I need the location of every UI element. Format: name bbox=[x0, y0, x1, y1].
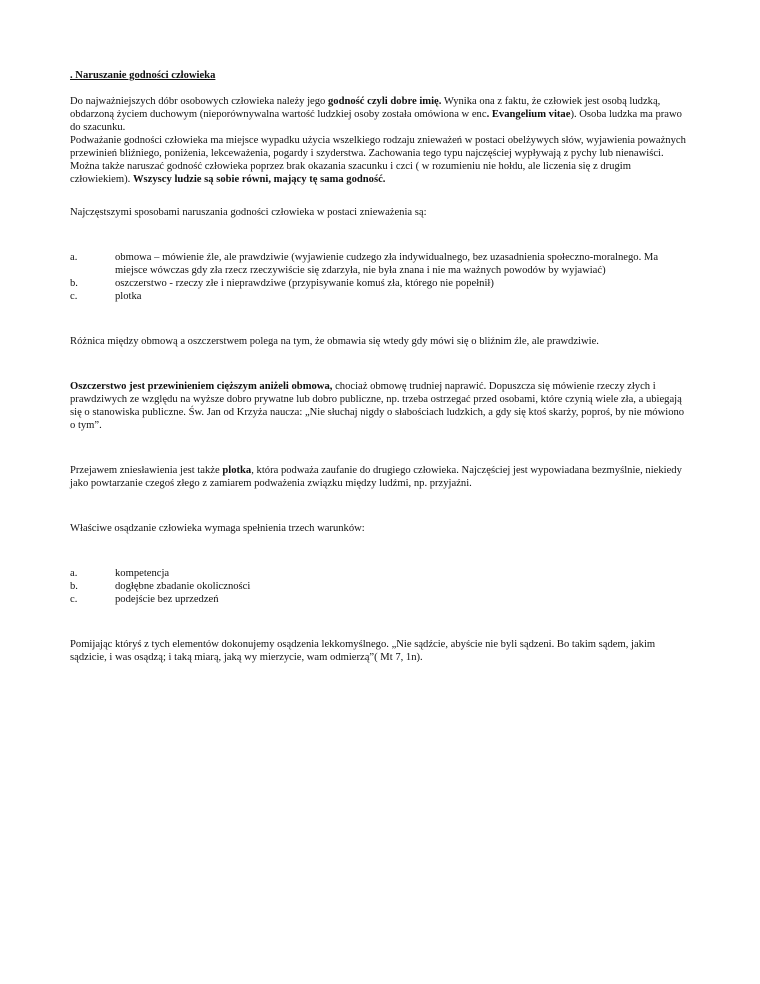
bold-run: godność czyli dobre imię. bbox=[328, 96, 442, 107]
list-item-text: podejście bez uprzedzeń bbox=[115, 594, 219, 605]
paragraph-difference: Różnica między obmową a oszczerstwem polega na tym, że obmawia się wtedy gdy mówi się o bliźnim źle, ale prawdziwie. bbox=[70, 336, 599, 347]
list-item bbox=[70, 251, 692, 277]
paragraph-gossip bbox=[70, 464, 692, 490]
text-run: Przejawem zniesławienia jest także bbox=[70, 465, 223, 476]
list-item bbox=[70, 580, 692, 593]
paragraph-conclusion: Pomijając któryś z tych elementów dokonujemy osądzenia lekkomyślnego. „Nie sądźcie, abyście nie byli sądzeni. Bo takim sądem, jakim sądzicie, i was osądzą; i taką miarą, jaką wy mierzycie, wam odmierzą”( Mt 7, 1n). bbox=[70, 639, 656, 663]
document-title: . Naruszanie godności człowieka bbox=[70, 70, 216, 81]
text-run: , która podważa zaufanie do drugiego człowieka. Najczęściej jest wypowiadana bezmyślnie, niekiedy jako powtarzanie czegoś złego z zamiarem podważenia związku między ludźmi, np. przyjaźni. bbox=[70, 465, 682, 489]
list-item-text: oszczerstwo - rzeczy złe i nieprawdziwe (przypisywanie komuś zła, którego nie popełnił) bbox=[115, 278, 494, 289]
list-marker: b. bbox=[70, 278, 78, 289]
document-page bbox=[70, 69, 692, 664]
text-run: Podważanie godności człowieka ma miejsce wypadku użycia wszelkiego rodzaju znieważeń w postaci obelżywych słów, wyjawienia poważnych przewinień bliźniego, poniżenia, lekceważenia, pogardy i szyderstwa. Zachowania tego typu najczęściej wypływają z pychy lub nienawiści. Można także naruszać godność człowieka poprzez brak okazania szacunku i czci ( w rozumieniu nie hołdu, ale liczenia się z drugim człowiekiem). bbox=[70, 135, 686, 185]
text-run: ). Osoba ludzka ma prawo do szacunku. bbox=[70, 109, 682, 133]
list-marker: a. bbox=[70, 568, 78, 579]
paragraph-slander bbox=[70, 380, 692, 432]
paragraph-judgement-intro: Właściwe osądzanie człowieka wymaga spełnienia trzech warunków: bbox=[70, 523, 365, 534]
list-marker: a. bbox=[70, 252, 78, 263]
paragraph-ways-intro: Najczęstszymi sposobami naruszania godności człowieka w postaci znieważenia są: bbox=[70, 207, 427, 218]
paragraph-dignity-definition bbox=[70, 95, 692, 134]
text-run: chociaż obmowę trudniej naprawić. Dopuszcza się mówienie rzeczy złych i prawdziwych ze względu na wyższe dobro prywatne lub dobro publiczne, np. trzeba ostrzegać przed osobami, które czynią wiele zła, a ubiegają się o stanowiska publiczne. Św. Jan od Krzyża naucza: „Nie słuchaj nigdy o słabościach ludzkich, a gdy się ktoś skarży, poproś, by nie mówiono o tym”. bbox=[70, 381, 685, 431]
bold-run: . Evangelium vitae bbox=[486, 109, 571, 120]
text-run: Do najważniejszych dóbr osobowych człowieka należy jego bbox=[70, 96, 328, 107]
list-item bbox=[70, 290, 692, 303]
list-item-text: dogłębne zbadanie okoliczności bbox=[115, 581, 251, 592]
list-marker: b. bbox=[70, 581, 78, 592]
list-marker: c. bbox=[70, 291, 78, 302]
list-item-text: kompetencja bbox=[115, 568, 170, 579]
list-ways bbox=[70, 251, 692, 303]
bold-run: plotka bbox=[222, 465, 252, 476]
paragraph-undermining-dignity bbox=[70, 134, 692, 186]
list-item bbox=[70, 593, 692, 606]
list-item bbox=[70, 277, 692, 290]
bold-run: Wszyscy ludzie są sobie równi, mający tę sama godność. bbox=[132, 174, 386, 185]
list-conditions bbox=[70, 567, 692, 606]
list-item-text: obmowa – mówienie źle, ale prawdziwie (wyjawienie cudzego zła indywidualnego, bez uzasadnienia społeczno-moralnego. Ma miejsce wówczas gdy zła rzecz rzeczywiście się zdarzyła, nie była znana i nie ma ważnych powodów by wyjawiać) bbox=[115, 252, 659, 276]
list-item bbox=[70, 567, 692, 580]
list-marker: c. bbox=[70, 594, 78, 605]
text-run: Wynika ona z faktu, że człowiek jest osobą ludzką, obdarzoną życiem duchowym (nieporównywalna wartość ludzkiej osoby została omówiona w enc bbox=[70, 96, 661, 120]
bold-run: Oszczerstwo jest przewinieniem cięższym aniżeli obmowa, bbox=[70, 381, 333, 392]
list-item-text: plotka bbox=[115, 291, 142, 302]
